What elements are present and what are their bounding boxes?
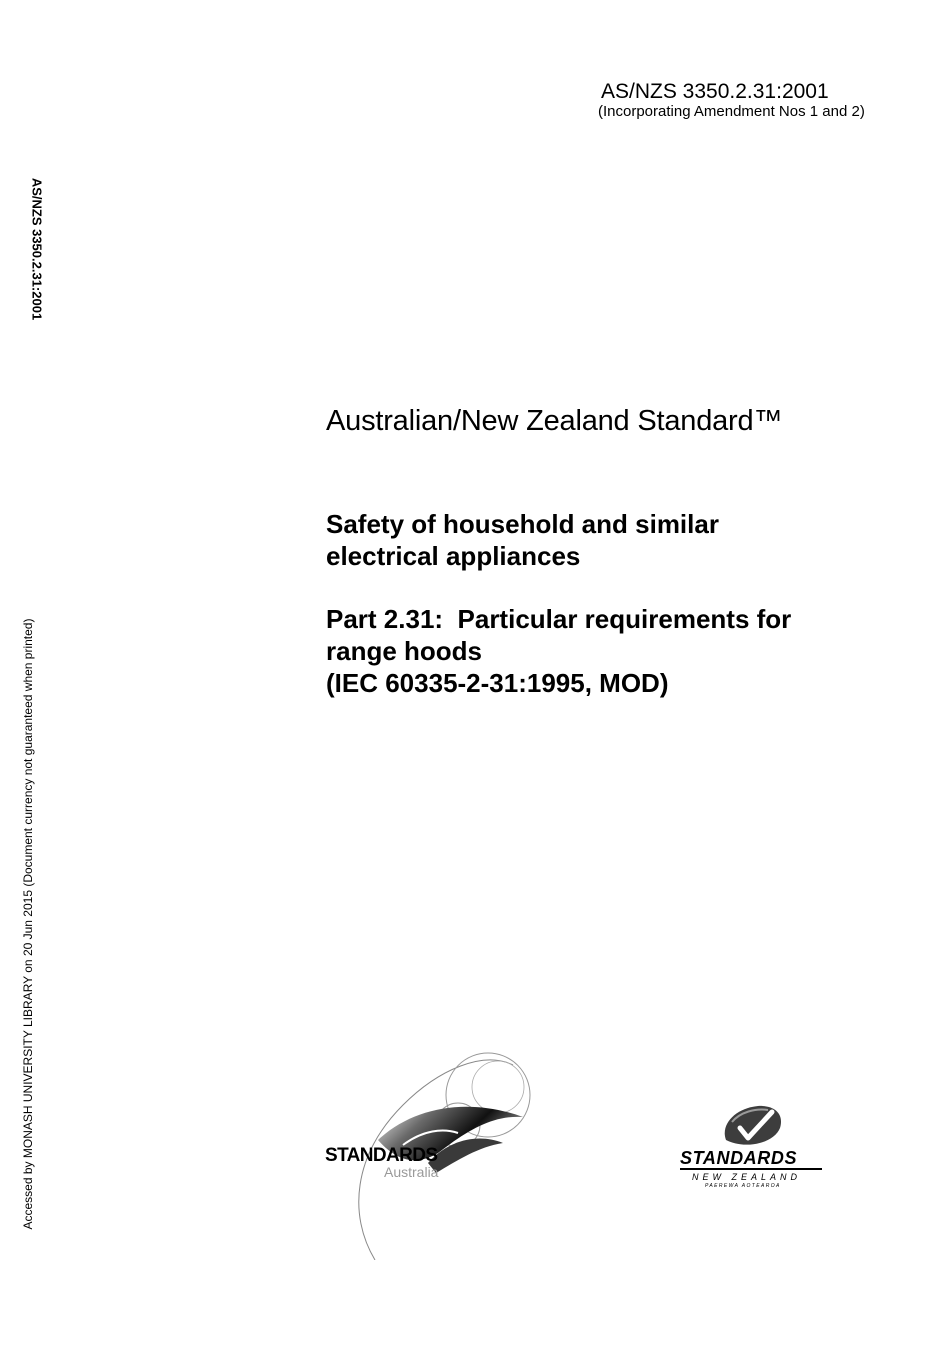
part-line: Part 2.31: Particular requirements for <box>326 604 792 634</box>
document-number: AS/NZS 3350.2.31:2001 <box>601 80 829 103</box>
standards-nz-divider <box>680 1168 822 1170</box>
standard-type-heading: Australian/New Zealand Standard™ <box>326 405 783 437</box>
document-title <box>326 508 906 572</box>
part-line: range hoods <box>326 636 483 666</box>
standards-nz-wordmark: STANDARDS <box>680 1148 798 1168</box>
spine-document-code: AS/NZS 3350.2.31:2001 <box>29 177 45 321</box>
standards-nz-maori: PAEREWA AOTEAROA <box>705 1183 781 1189</box>
amendment-note: (Incorporating Amendment Nos 1 and 2) <box>598 103 865 120</box>
title-line: Safety of household and similar <box>326 509 719 539</box>
standards-nz-country: NEW ZEALAND <box>692 1172 802 1182</box>
standards-australia-wordmark: STANDARDS <box>325 1145 438 1166</box>
standards-nz-emblem-icon <box>718 1100 788 1150</box>
title-line: electrical appliances <box>326 541 581 571</box>
access-watermark: Accessed by MONASH UNIVERSITY LIBRARY on 20 Jun 2015 (Document currency not guaranteed when printed) <box>21 618 35 1230</box>
part-title <box>326 603 926 699</box>
part-line: (IEC 60335-2-31:1995, MOD) <box>326 668 669 698</box>
standards-australia-sub: Australia <box>384 1164 439 1180</box>
